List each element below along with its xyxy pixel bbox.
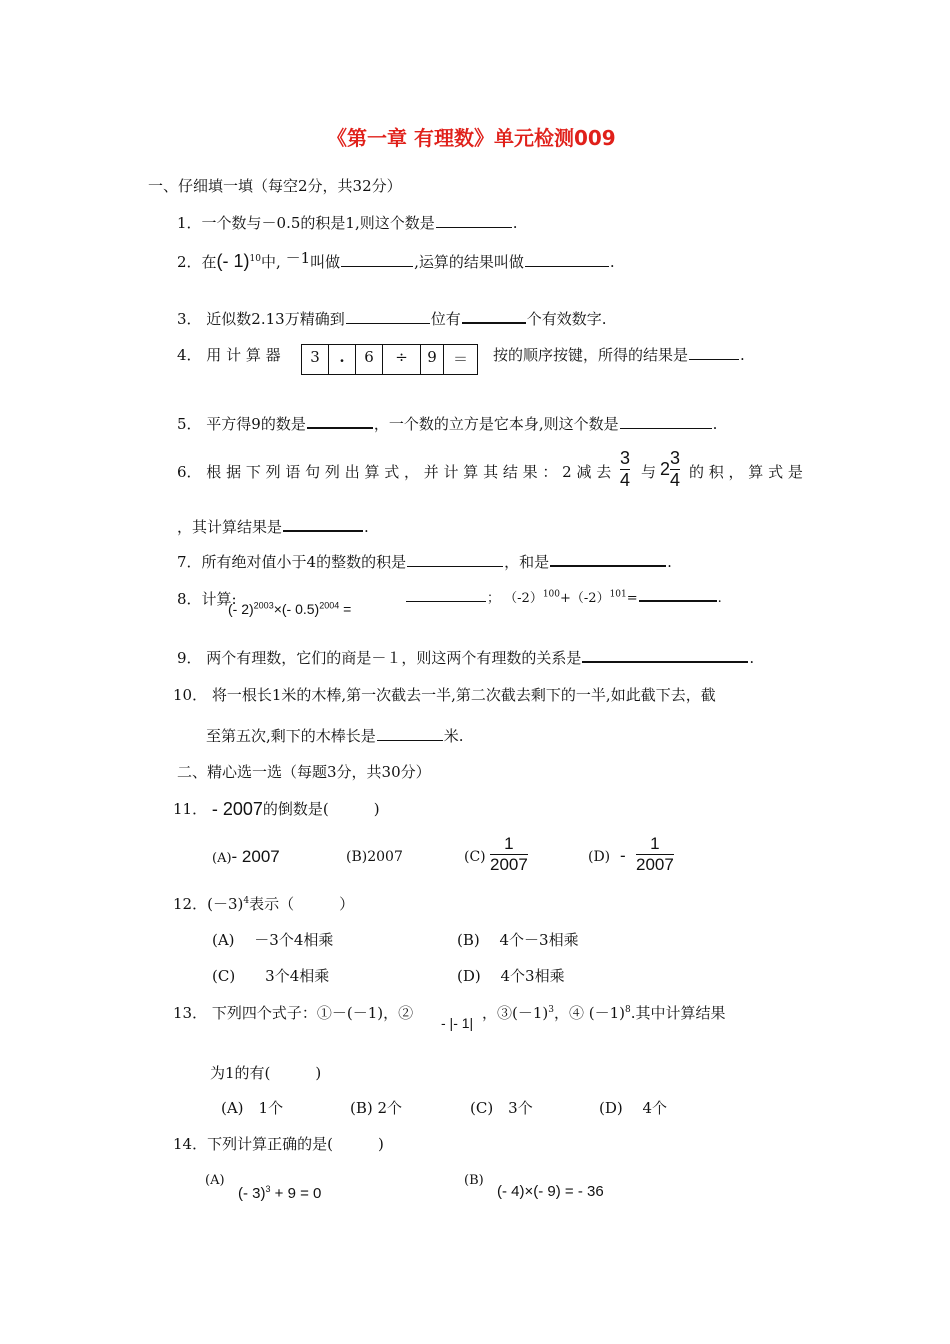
answer-blank[interactable] bbox=[550, 564, 666, 567]
question-7: 7．所有绝对值小于4的整数的积是 ，和是 . bbox=[177, 553, 672, 571]
answer-blank[interactable] bbox=[462, 321, 526, 324]
option-13-b[interactable]: (B) 2个 bbox=[350, 1099, 403, 1117]
answer-blank[interactable] bbox=[283, 529, 363, 532]
calculator-key: 3 bbox=[302, 345, 329, 374]
option-12-b[interactable]: (B) 4个－3相乘 bbox=[457, 931, 579, 949]
answer-blank[interactable] bbox=[582, 660, 748, 663]
question-6-line1: 6． 根 据 下 列 语 句 列 出 算 式 ， 并 计 算 其 结 果 ： 2 减 去 bbox=[177, 463, 612, 481]
question-12: 12．$(-3)^4$表示（ ） bbox=[173, 895, 355, 913]
question-1: 1．一个数与－0.5的积是1,则这个数是 . bbox=[177, 214, 518, 232]
calculator-key-sequence bbox=[301, 344, 478, 375]
calculator-key: ＝ bbox=[452, 350, 468, 368]
answer-blank[interactable] bbox=[689, 358, 739, 360]
calculator-key: ÷ bbox=[383, 345, 421, 374]
power-base: (- 1) bbox=[216, 251, 250, 271]
minus-one: －1 bbox=[285, 249, 311, 267]
section-heading-1: 一、仔细填一填（每空2分，共32分） bbox=[148, 177, 402, 195]
option-12-a[interactable]: (A) －3个4相乘 bbox=[212, 931, 334, 949]
question-10-line1: 10． 将一根长1米的木棒,第一次截去一半,第二次截去剩下的一半,如此截下去，截 bbox=[173, 686, 716, 704]
question-10-line2: 至第五次,剩下的木棒长是 米. bbox=[206, 727, 464, 745]
absolute-value-expression: - |- 1| bbox=[441, 1015, 474, 1031]
question-9: 9． 两个有理数，它们的商是－１，则这两个有理数的关系是 . bbox=[177, 649, 755, 667]
answer-blank[interactable] bbox=[525, 265, 609, 267]
question-11: 11． - 2007的倒数是( ) bbox=[173, 799, 380, 819]
answer-blank[interactable] bbox=[341, 265, 413, 267]
q6-tail: 的 积 ， 算 式 是 bbox=[689, 463, 803, 481]
calculator-key: . bbox=[329, 345, 356, 374]
answer-blank[interactable] bbox=[620, 427, 712, 429]
option-14-a-label[interactable]: (A) bbox=[205, 1173, 225, 1188]
section-heading-2: 二、精心选一选（每题3分，共30分） bbox=[177, 763, 431, 781]
answer-blank[interactable] bbox=[407, 565, 503, 567]
answer-blank[interactable] bbox=[377, 739, 443, 741]
question-3: 3． 近似数2.13万精确到 位有 个有效数字. bbox=[177, 310, 607, 328]
mixed-number: 2 $\frac{3}{4}$ bbox=[660, 448, 681, 490]
question-8-expression: (- 2)$^{2003}$×(- 0.5)$^{2004}$ = bbox=[228, 600, 352, 617]
fraction: $\frac{3}{4}$ bbox=[620, 448, 631, 490]
question-8-second: ； $(-2)^{100}+(-2)^{101}=$ . bbox=[405, 592, 722, 605]
question-2: 2．在(- 1)$^{10}$中, －1叫做 ,运算的结果叫做 . bbox=[177, 249, 615, 271]
option-14-b-label[interactable]: (B) bbox=[464, 1173, 484, 1188]
question-13-part2: ，$③(-1)^3$，④ $(-1)^8$.其中计算结果 bbox=[482, 1004, 726, 1022]
calculator-key: 6 bbox=[356, 345, 383, 374]
question-5: 5． 平方得9的数是 ，一个数的立方是它本身,则这个数是 . bbox=[177, 415, 718, 433]
question-14: 14．下列计算正确的是( ) bbox=[173, 1135, 384, 1153]
option-11-d-fraction: $\frac{1}{2007}$ bbox=[636, 834, 674, 874]
question-4-text: 按的顺序按键，所得的结果是 . bbox=[493, 346, 745, 364]
question-13-line2: 为1的有( ) bbox=[210, 1064, 322, 1082]
option-13-c[interactable]: (C) 3个 bbox=[470, 1099, 533, 1117]
option-11-c-fraction: $\frac{1}{2007}$ bbox=[490, 834, 528, 874]
page-title: 《第一章 有理数》单元检测009 bbox=[327, 126, 616, 150]
answer-blank[interactable] bbox=[639, 599, 717, 602]
option-11-b[interactable]: (B)2007 bbox=[346, 849, 403, 865]
option-12-c[interactable]: (C) 3个4相乘 bbox=[212, 967, 330, 985]
option-14-b-expression: (- 4)×(- 9) = - 36 bbox=[497, 1183, 604, 1200]
calculator-key: 9 bbox=[421, 345, 444, 374]
answer-blank[interactable] bbox=[436, 226, 512, 228]
answer-blank[interactable] bbox=[346, 322, 430, 324]
question-6-line2: ，其计算结果是 . bbox=[177, 518, 369, 536]
option-11-d-label[interactable]: (D) bbox=[588, 849, 611, 865]
option-11-c-label[interactable]: (C) bbox=[464, 849, 486, 865]
question-13-part1: 13． 下列四个式子：①－(－1)，② bbox=[173, 1004, 414, 1022]
question-8-label: 8．计算: bbox=[177, 590, 237, 608]
option-14-a-expression: (- 3)$^3$ + 9 = 0 bbox=[238, 1184, 322, 1202]
q6-connector: 与 bbox=[641, 463, 657, 481]
option-11-a[interactable]: (A)- 2007 bbox=[212, 847, 280, 866]
answer-blank[interactable] bbox=[307, 426, 373, 429]
option-13-a[interactable]: (A) 1个 bbox=[221, 1099, 284, 1117]
question-4-label: 4． 用 计 算 器 bbox=[177, 346, 281, 364]
power-exponent: 10 bbox=[249, 254, 261, 264]
option-12-d[interactable]: (D) 4个3相乘 bbox=[457, 967, 565, 985]
answer-blank[interactable] bbox=[406, 600, 486, 602]
option-13-d[interactable]: (D) 4个 bbox=[599, 1099, 668, 1117]
option-11-d-sign: - bbox=[620, 846, 626, 865]
